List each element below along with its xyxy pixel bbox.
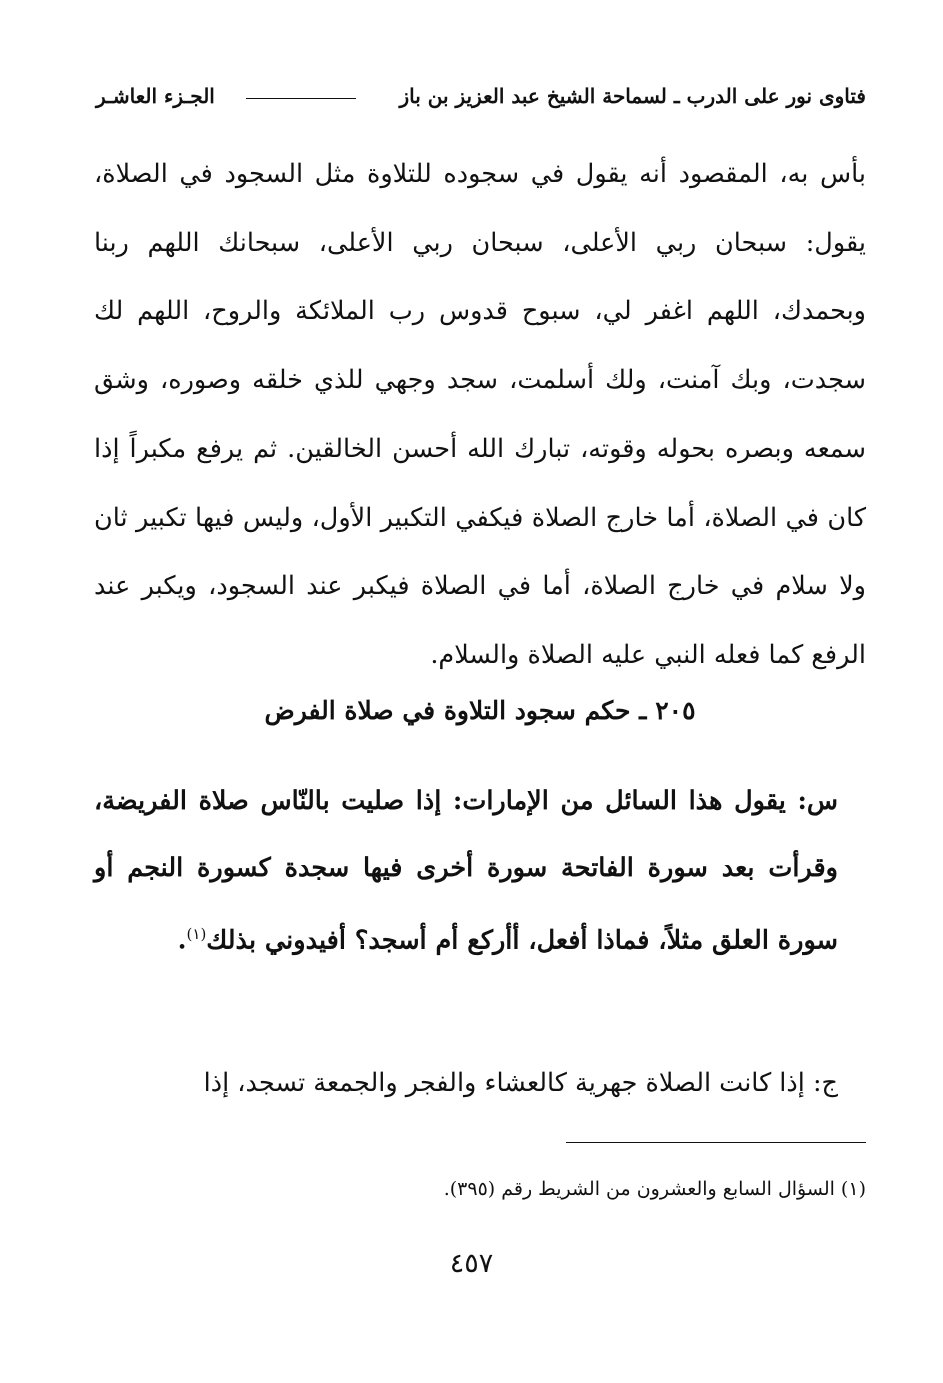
- running-header: [96, 78, 866, 118]
- answer-block: ج: إذا كانت الصلاة جهرية كالعشاء والفجر والجمعة تسجد، إذا: [203, 1068, 838, 1098]
- question-end: .: [177, 925, 187, 956]
- question-block: [94, 768, 838, 974]
- body-paragraph: [94, 140, 866, 690]
- paragraph-text: بأس به، المقصود أنه يقول في سجوده للتلاوة مثل السجود في الصلاة، يقول: سبحان ربي الأعلى، سبحان ربي الأعلى، سبحانك اللهم ربنا وبحمدك، اللهم اغفر لي، سبوح قدوس رب الملائكة والروح، اللهم لك سجدت، وبك آمنت، ولك أسلمت، سجد وجهي للذي خلقه وصوره، وشق سمعه وبصره بحوله وقوته، تبارك الله أحسن الخالقين. ثم يرفع مكبراً إذا كان في الصلاة، أما خارج الصلاة فيكفي التكبير الأول، وليس فيها تكبير ثان ولا سلام في خارج الصلاة، أما في الصلاة فيكبر عند السجود، ويكبر عند الرفع كما فعله النبي عليه الصلاة والسلام.: [94, 159, 866, 670]
- section-heading: ٢٠٥ ـ حكم سجود التلاوة في صلاة الفرض: [264, 696, 696, 725]
- question-paragraph: [94, 768, 838, 974]
- footnote-marker: (١): [186, 925, 207, 943]
- volume-label: الجـزء العاشـر: [96, 84, 215, 108]
- page-number: ٤٥٧: [449, 1248, 494, 1279]
- book-title: فتاوى نور على الدرب ـ لسماحة الشيخ عبد العزيز بن باز: [399, 84, 866, 108]
- footnote-divider: [566, 1142, 866, 1143]
- header-divider: [246, 98, 356, 99]
- question-text: س: يقول هذا السائل من الإمارات: إذا صليت بالنّاس صلاة الفريضة، وقرأت بعد سورة الفاتحة سورة أخرى فيها سجدة كسورة النجم أو سورة العلق مثلاً، فماذا أفعل، أأركع أم أسجد؟ أفيدوني بذلك: [94, 786, 838, 956]
- footnote: (١) السؤال السابع والعشرون من الشريط رقم (٣٩٥).: [443, 1178, 866, 1200]
